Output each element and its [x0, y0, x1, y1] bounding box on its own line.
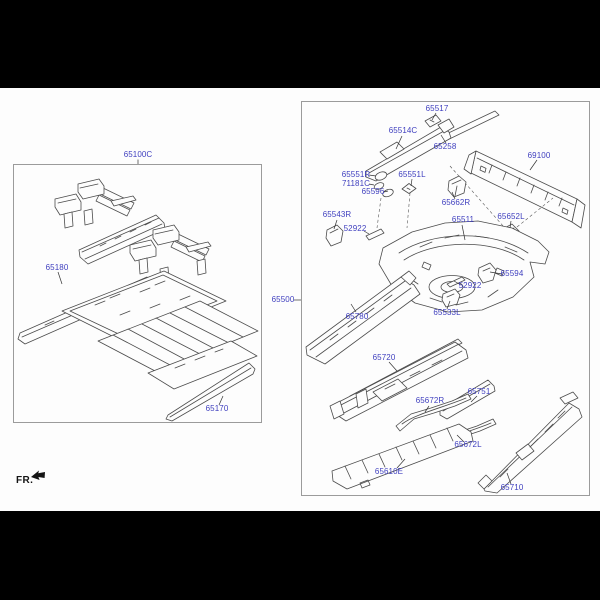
- part-label-65180[interactable]: 65180: [45, 263, 69, 272]
- part-label-65170[interactable]: 65170: [205, 404, 229, 413]
- drawing-strip-52922-left: [366, 229, 384, 240]
- part-label-65610E[interactable]: 65610E: [374, 467, 404, 476]
- part-label-65672R[interactable]: 65672R: [415, 396, 445, 405]
- part-label-65511[interactable]: 65511: [451, 215, 475, 224]
- part-label-65662R[interactable]: 65662R: [441, 198, 471, 207]
- part-label-71181C[interactable]: 71181C: [341, 179, 371, 188]
- part-label-65780[interactable]: 65780: [345, 312, 369, 321]
- part-label-52922-right[interactable]: 52922: [458, 281, 482, 290]
- part-label-65596[interactable]: 65596: [361, 187, 385, 196]
- drawing-side-member-65710: [478, 392, 582, 493]
- part-label-65517[interactable]: 65517: [425, 104, 449, 113]
- drawing-rear-valance-65610E: [332, 424, 473, 489]
- part-label-65751[interactable]: 65751: [467, 387, 491, 396]
- part-label-52922-left[interactable]: 52922: [343, 224, 367, 233]
- part-label-65551R[interactable]: 65551R: [341, 170, 371, 179]
- part-label-65551L[interactable]: 65551L: [398, 170, 426, 179]
- part-label-69100[interactable]: 69100: [527, 151, 551, 160]
- part-label-65652L[interactable]: 65652L: [497, 212, 525, 221]
- drawing-bracket-65662R: [448, 176, 466, 197]
- part-label-65258[interactable]: 65258: [433, 142, 457, 151]
- part-label-65710[interactable]: 65710: [500, 483, 524, 492]
- part-label-65543R[interactable]: 65543R: [322, 210, 352, 219]
- part-label-65100C[interactable]: 65100C: [123, 150, 153, 159]
- part-label-65594[interactable]: 65594: [500, 269, 524, 278]
- part-label-65672L[interactable]: 65672L: [454, 440, 482, 449]
- fr-direction-label: FR.: [16, 475, 34, 486]
- part-label-65514C[interactable]: 65514C: [388, 126, 418, 135]
- part-label-65720[interactable]: 65720: [372, 353, 396, 362]
- drawing-clip-65551L: [402, 184, 416, 194]
- part-label-65500[interactable]: 65500: [271, 295, 295, 304]
- part-label-65533L[interactable]: 65533L: [433, 308, 461, 317]
- drawing-seat-crossmember-front: [55, 179, 136, 228]
